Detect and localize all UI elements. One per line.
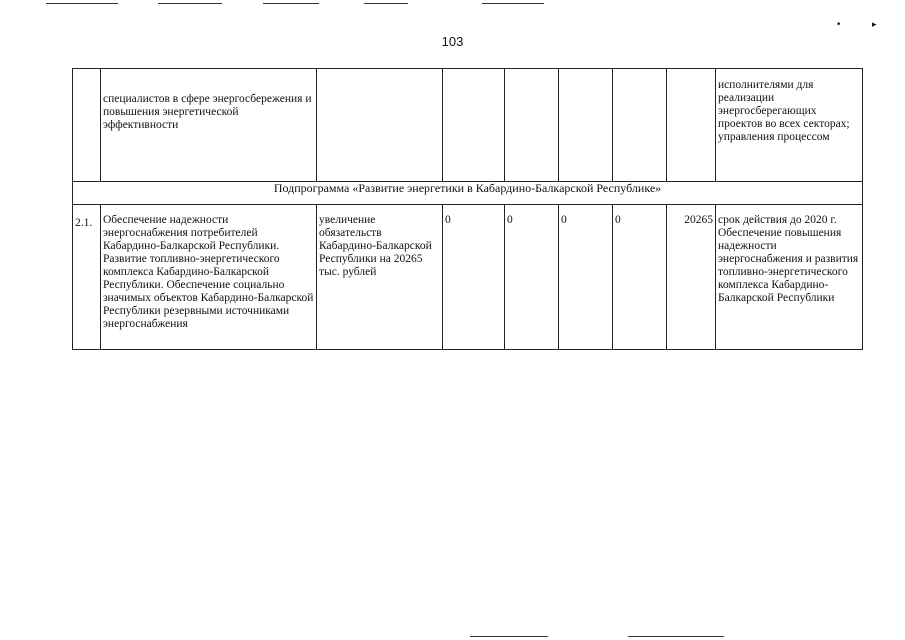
- value-cell: [505, 69, 559, 182]
- indicator-cell: увеличение обязательств Кабардино-Балкарской Республики на 20265 тыс. рублей: [317, 205, 443, 350]
- measure-cell: специалистов в сфере энергосбережения и повышения энергетической эффективности: [101, 69, 317, 182]
- scan-artifact-line: [470, 636, 548, 637]
- number-cell: [73, 69, 101, 182]
- scan-artifact-line: [263, 3, 319, 4]
- scan-artifact-line: [46, 3, 118, 4]
- table-row: [73, 205, 863, 350]
- result-cell: срок действия до 2020 г. Обеспечение повышения надежности энергоснабжения и развития топливно-энергетического комплекса Кабардино-Балкарской Республики: [716, 205, 863, 350]
- value-cell: [443, 69, 505, 182]
- scan-speck: •: [836, 20, 842, 30]
- scan-artifact-line: [364, 3, 408, 4]
- value-cell: [559, 69, 613, 182]
- scan-artifact-line: [628, 636, 724, 637]
- measure-cell: Обеспечение надежности энергоснабжения потребителей Кабардино-Балкарской Республики. Развитие топливно-энергетического комплекса Кабардино-Балкарской Республики. Обеспечение социально значимых объектов Кабардино-Балкарской Республики резервными источниками энергоснабжения: [101, 205, 317, 350]
- item-number-cell: 2.1.: [73, 205, 101, 350]
- scan-artifact-line: [158, 3, 222, 4]
- value-cell-3: 0: [559, 205, 613, 350]
- page-number: 103: [441, 34, 464, 49]
- result-cell: исполнителями для реализации энергосберегающих проектов во всех секторах; управления процессом: [716, 69, 863, 182]
- value-cell: [667, 69, 716, 182]
- subprogram-row: [73, 182, 863, 205]
- indicator-cell: [317, 69, 443, 182]
- scan-artifact-line: [482, 3, 544, 4]
- value-cell: [613, 69, 667, 182]
- value-cell-2: 0: [505, 205, 559, 350]
- value-cell-5: 20265: [667, 205, 716, 350]
- scan-speck: ▸: [872, 20, 877, 30]
- program-table: [72, 68, 863, 350]
- value-cell-4: 0: [613, 205, 667, 350]
- value-cell-1: 0: [443, 205, 505, 350]
- subprogram-title: Подпрограмма «Развитие энергетики в Кабардино-Балкарской Республике»: [73, 182, 863, 205]
- continuation-row: [73, 69, 863, 182]
